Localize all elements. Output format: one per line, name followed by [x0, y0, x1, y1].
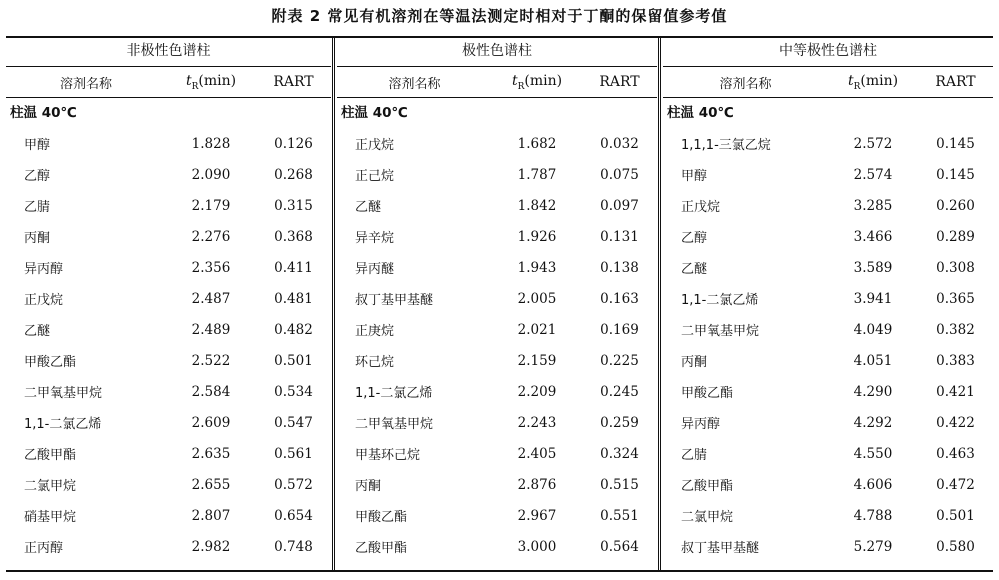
retention-time: 2.982 [191, 538, 231, 555]
rart-value: 0.259 [600, 414, 639, 431]
col-header-rart: RART [935, 74, 976, 90]
table-row [337, 252, 657, 283]
retention-time: 2.005 [517, 290, 557, 307]
retention-time: 4.788 [853, 507, 893, 524]
retention-time: 4.292 [853, 414, 893, 431]
table-row [337, 531, 657, 562]
solvent-name: 正己烷 [355, 169, 395, 184]
column-header-row [337, 67, 657, 97]
rart-value: 0.131 [600, 228, 639, 245]
rart-value: 0.654 [274, 507, 313, 524]
retention-time: 5.279 [853, 538, 893, 555]
col-header-tr-unit: (min) [860, 72, 899, 89]
retention-time: 2.967 [517, 507, 557, 524]
col-header-name: 溶剂名称 [59, 76, 112, 92]
solvent-name: 环己烷 [355, 355, 395, 370]
solvent-name: 二甲氧基甲烷 [681, 324, 760, 339]
table-row [663, 159, 993, 190]
panel-polar [337, 36, 657, 572]
col-header-name: 溶剂名称 [388, 76, 441, 92]
rart-value: 0.368 [274, 228, 313, 245]
col-header-name: 溶剂名称 [719, 76, 772, 92]
solvent-name: 乙醇 [681, 231, 708, 246]
table-row [337, 500, 657, 531]
table-row [6, 159, 331, 190]
table-row [663, 469, 993, 500]
rart-value: 0.534 [274, 383, 313, 400]
retention-time: 2.276 [191, 228, 231, 245]
rart-value: 0.551 [600, 507, 639, 524]
solvent-name: 乙酸甲酯 [355, 541, 408, 556]
section-label: 柱温 40℃ [341, 105, 408, 121]
table-row [663, 376, 993, 407]
solvent-name: 甲醇 [681, 169, 708, 184]
table-row [337, 221, 657, 252]
table-row [663, 190, 993, 221]
table-row [337, 376, 657, 407]
rart-value: 0.580 [936, 538, 975, 555]
solvent-name: 异辛烷 [355, 231, 395, 246]
retention-time: 2.572 [853, 135, 893, 152]
solvent-name: 乙醇 [24, 169, 51, 184]
rart-value: 0.289 [936, 228, 975, 245]
retention-time: 1.787 [517, 166, 557, 183]
rart-value: 0.515 [600, 476, 639, 493]
retention-time: 2.209 [517, 383, 557, 400]
retention-time: 2.807 [191, 507, 231, 524]
solvent-name: 1,1-二氯乙烯 [355, 386, 433, 401]
solvent-name: 硝基甲烷 [24, 510, 77, 525]
retention-time: 2.487 [191, 290, 231, 307]
col-header-tr-unit: (min) [524, 72, 563, 89]
rart-value: 0.481 [274, 290, 313, 307]
table-row [337, 345, 657, 376]
table-row [6, 469, 331, 500]
solvent-name: 1,1-二氯乙烯 [24, 417, 102, 432]
retention-time: 3.000 [517, 538, 557, 555]
section-label: 柱温 40℃ [667, 105, 734, 121]
solvent-name: 二甲氧基甲烷 [355, 417, 434, 432]
rart-value: 0.260 [936, 197, 975, 214]
table-row [663, 283, 993, 314]
column-divider [658, 36, 661, 572]
solvent-name: 甲酸乙酯 [681, 386, 734, 401]
retention-time: 3.285 [853, 197, 893, 214]
table-row [663, 252, 993, 283]
retention-time: 2.635 [191, 445, 231, 462]
rart-value: 0.561 [274, 445, 313, 462]
col-header-rart: RART [273, 74, 314, 90]
solvent-name: 丙酮 [681, 355, 708, 370]
retention-time: 4.290 [853, 383, 893, 400]
retention-time: 2.179 [191, 197, 231, 214]
rart-value: 0.032 [600, 135, 639, 152]
col-header-tr-sub: R [191, 81, 199, 92]
panel-nonpolar [6, 36, 331, 572]
section-label: 柱温 40℃ [10, 105, 77, 121]
rart-value: 0.315 [274, 197, 313, 214]
table-row [6, 345, 331, 376]
col-header-tr-sub: R [853, 81, 861, 92]
retention-table [6, 36, 993, 576]
column-header-row [663, 67, 993, 97]
rart-value: 0.126 [274, 135, 313, 152]
retention-time: 2.584 [191, 383, 231, 400]
col-header-rart: RART [599, 74, 640, 90]
solvent-name: 叔丁基甲基醚 [681, 541, 760, 556]
retention-time: 1.828 [191, 135, 231, 152]
retention-time: 2.243 [517, 414, 557, 431]
rart-value: 0.145 [936, 166, 975, 183]
table-row [663, 128, 993, 159]
panel-midpolar [663, 36, 993, 572]
table-row [663, 500, 993, 531]
rart-value: 0.482 [274, 321, 313, 338]
rart-value: 0.411 [274, 259, 313, 276]
retention-time: 4.051 [853, 352, 893, 369]
solvent-name: 乙腈 [24, 200, 51, 215]
rart-value: 0.138 [600, 259, 639, 276]
retention-time: 2.876 [517, 476, 557, 493]
rart-value: 0.572 [274, 476, 313, 493]
rart-value: 0.225 [600, 352, 639, 369]
table-row [663, 407, 993, 438]
table-row [6, 438, 331, 469]
table-row [6, 500, 331, 531]
rart-value: 0.547 [274, 414, 313, 431]
solvent-name: 丙酮 [355, 479, 382, 494]
solvent-name: 甲醇 [24, 138, 51, 153]
table-row [337, 438, 657, 469]
retention-time: 3.466 [853, 228, 893, 245]
retention-time: 2.356 [191, 259, 231, 276]
retention-time: 2.405 [517, 445, 557, 462]
rart-value: 0.097 [600, 197, 639, 214]
solvent-name: 甲酸乙酯 [24, 355, 77, 370]
retention-time: 1.682 [517, 135, 557, 152]
col-header-tr-sub: R [517, 81, 525, 92]
retention-time: 2.159 [517, 352, 557, 369]
table-row [6, 531, 331, 562]
table-title: 附表 2 常见有机溶剂在等温法测定时相对于丁酮的保留值参考值 [271, 7, 728, 25]
table-row [6, 190, 331, 221]
table-row [6, 128, 331, 159]
retention-time: 2.090 [191, 166, 231, 183]
table-row [663, 438, 993, 469]
table-row [337, 159, 657, 190]
col-header-tr [492, 73, 582, 92]
rart-value: 0.463 [936, 445, 975, 462]
rart-value: 0.145 [936, 135, 975, 152]
col-header-tr-symbol: t [847, 72, 854, 89]
rart-value: 0.245 [600, 383, 639, 400]
group-header: 非极性色谱柱 [126, 43, 211, 59]
rart-value: 0.324 [600, 445, 639, 462]
table-row [337, 469, 657, 500]
group-header: 极性色谱柱 [462, 43, 532, 59]
table-row [337, 407, 657, 438]
column-divider [332, 36, 335, 572]
table-row [663, 531, 993, 562]
solvent-name: 叔丁基甲基醚 [355, 293, 434, 308]
solvent-name: 甲基环己烷 [355, 448, 421, 463]
rart-value: 0.748 [274, 538, 313, 555]
solvent-name: 异丙醇 [681, 417, 721, 432]
retention-time: 4.550 [853, 445, 893, 462]
rart-value: 0.501 [936, 507, 975, 524]
rart-value: 0.422 [936, 414, 975, 431]
retention-time: 1.842 [517, 197, 557, 214]
table-row [663, 221, 993, 252]
table-row [663, 314, 993, 345]
col-header-tr-symbol: t [511, 72, 518, 89]
rart-value: 0.163 [600, 290, 639, 307]
col-header-tr [166, 73, 256, 92]
solvent-name: 异丙醚 [355, 262, 395, 277]
rart-value: 0.383 [936, 352, 975, 369]
table-row [337, 283, 657, 314]
table-row [663, 345, 993, 376]
solvent-name: 乙醚 [355, 200, 382, 215]
retention-time: 2.522 [191, 352, 231, 369]
table-row [6, 252, 331, 283]
solvent-name: 甲酸乙酯 [355, 510, 408, 525]
retention-time: 3.941 [853, 290, 893, 307]
retention-time: 2.655 [191, 476, 231, 493]
solvent-name: 二氯甲烷 [24, 479, 77, 494]
column-header-row [6, 67, 331, 97]
solvent-name: 二氯甲烷 [681, 510, 734, 525]
rart-value: 0.308 [936, 259, 975, 276]
table-row [337, 314, 657, 345]
solvent-name: 正戊烷 [681, 200, 721, 215]
table-row [6, 407, 331, 438]
retention-time: 4.606 [853, 476, 893, 493]
retention-time: 2.574 [853, 166, 893, 183]
group-header: 中等极性色谱柱 [779, 43, 877, 59]
table-row [337, 190, 657, 221]
rart-value: 0.472 [936, 476, 975, 493]
rart-value: 0.075 [600, 166, 639, 183]
rart-value: 0.564 [600, 538, 639, 555]
col-header-tr-symbol: t [185, 72, 192, 89]
rart-value: 0.169 [600, 321, 639, 338]
rart-value: 0.421 [936, 383, 975, 400]
solvent-name: 正丙醇 [24, 541, 64, 556]
retention-time: 2.609 [191, 414, 231, 431]
retention-time: 1.943 [517, 259, 557, 276]
table-row [6, 221, 331, 252]
table-row [6, 376, 331, 407]
solvent-name: 正戊烷 [355, 138, 395, 153]
solvent-name: 乙腈 [681, 448, 708, 463]
retention-time: 2.489 [191, 321, 231, 338]
solvent-name: 正庚烷 [355, 324, 395, 339]
rart-value: 0.382 [936, 321, 975, 338]
solvent-name: 乙酸甲酯 [24, 448, 77, 463]
col-header-tr [828, 73, 918, 92]
solvent-name: 乙醚 [681, 262, 708, 277]
rart-value: 0.268 [274, 166, 313, 183]
retention-time: 3.589 [853, 259, 893, 276]
table-row [6, 314, 331, 345]
solvent-name: 乙酸甲酯 [681, 479, 734, 494]
solvent-name: 异丙醇 [24, 262, 64, 277]
col-header-tr-unit: (min) [198, 72, 237, 89]
solvent-name: 乙醚 [24, 324, 51, 339]
table-row [6, 283, 331, 314]
retention-time: 4.049 [853, 321, 893, 338]
rart-value: 0.365 [936, 290, 975, 307]
retention-time: 1.926 [517, 228, 557, 245]
solvent-name: 1,1,1-三氯乙烷 [681, 138, 771, 153]
solvent-name: 二甲氧基甲烷 [24, 386, 103, 401]
rart-value: 0.501 [274, 352, 313, 369]
solvent-name: 丙酮 [24, 231, 51, 246]
retention-time: 2.021 [517, 321, 557, 338]
solvent-name: 正戊烷 [24, 293, 64, 308]
solvent-name: 1,1-二氯乙烯 [681, 293, 759, 308]
table-row [337, 128, 657, 159]
